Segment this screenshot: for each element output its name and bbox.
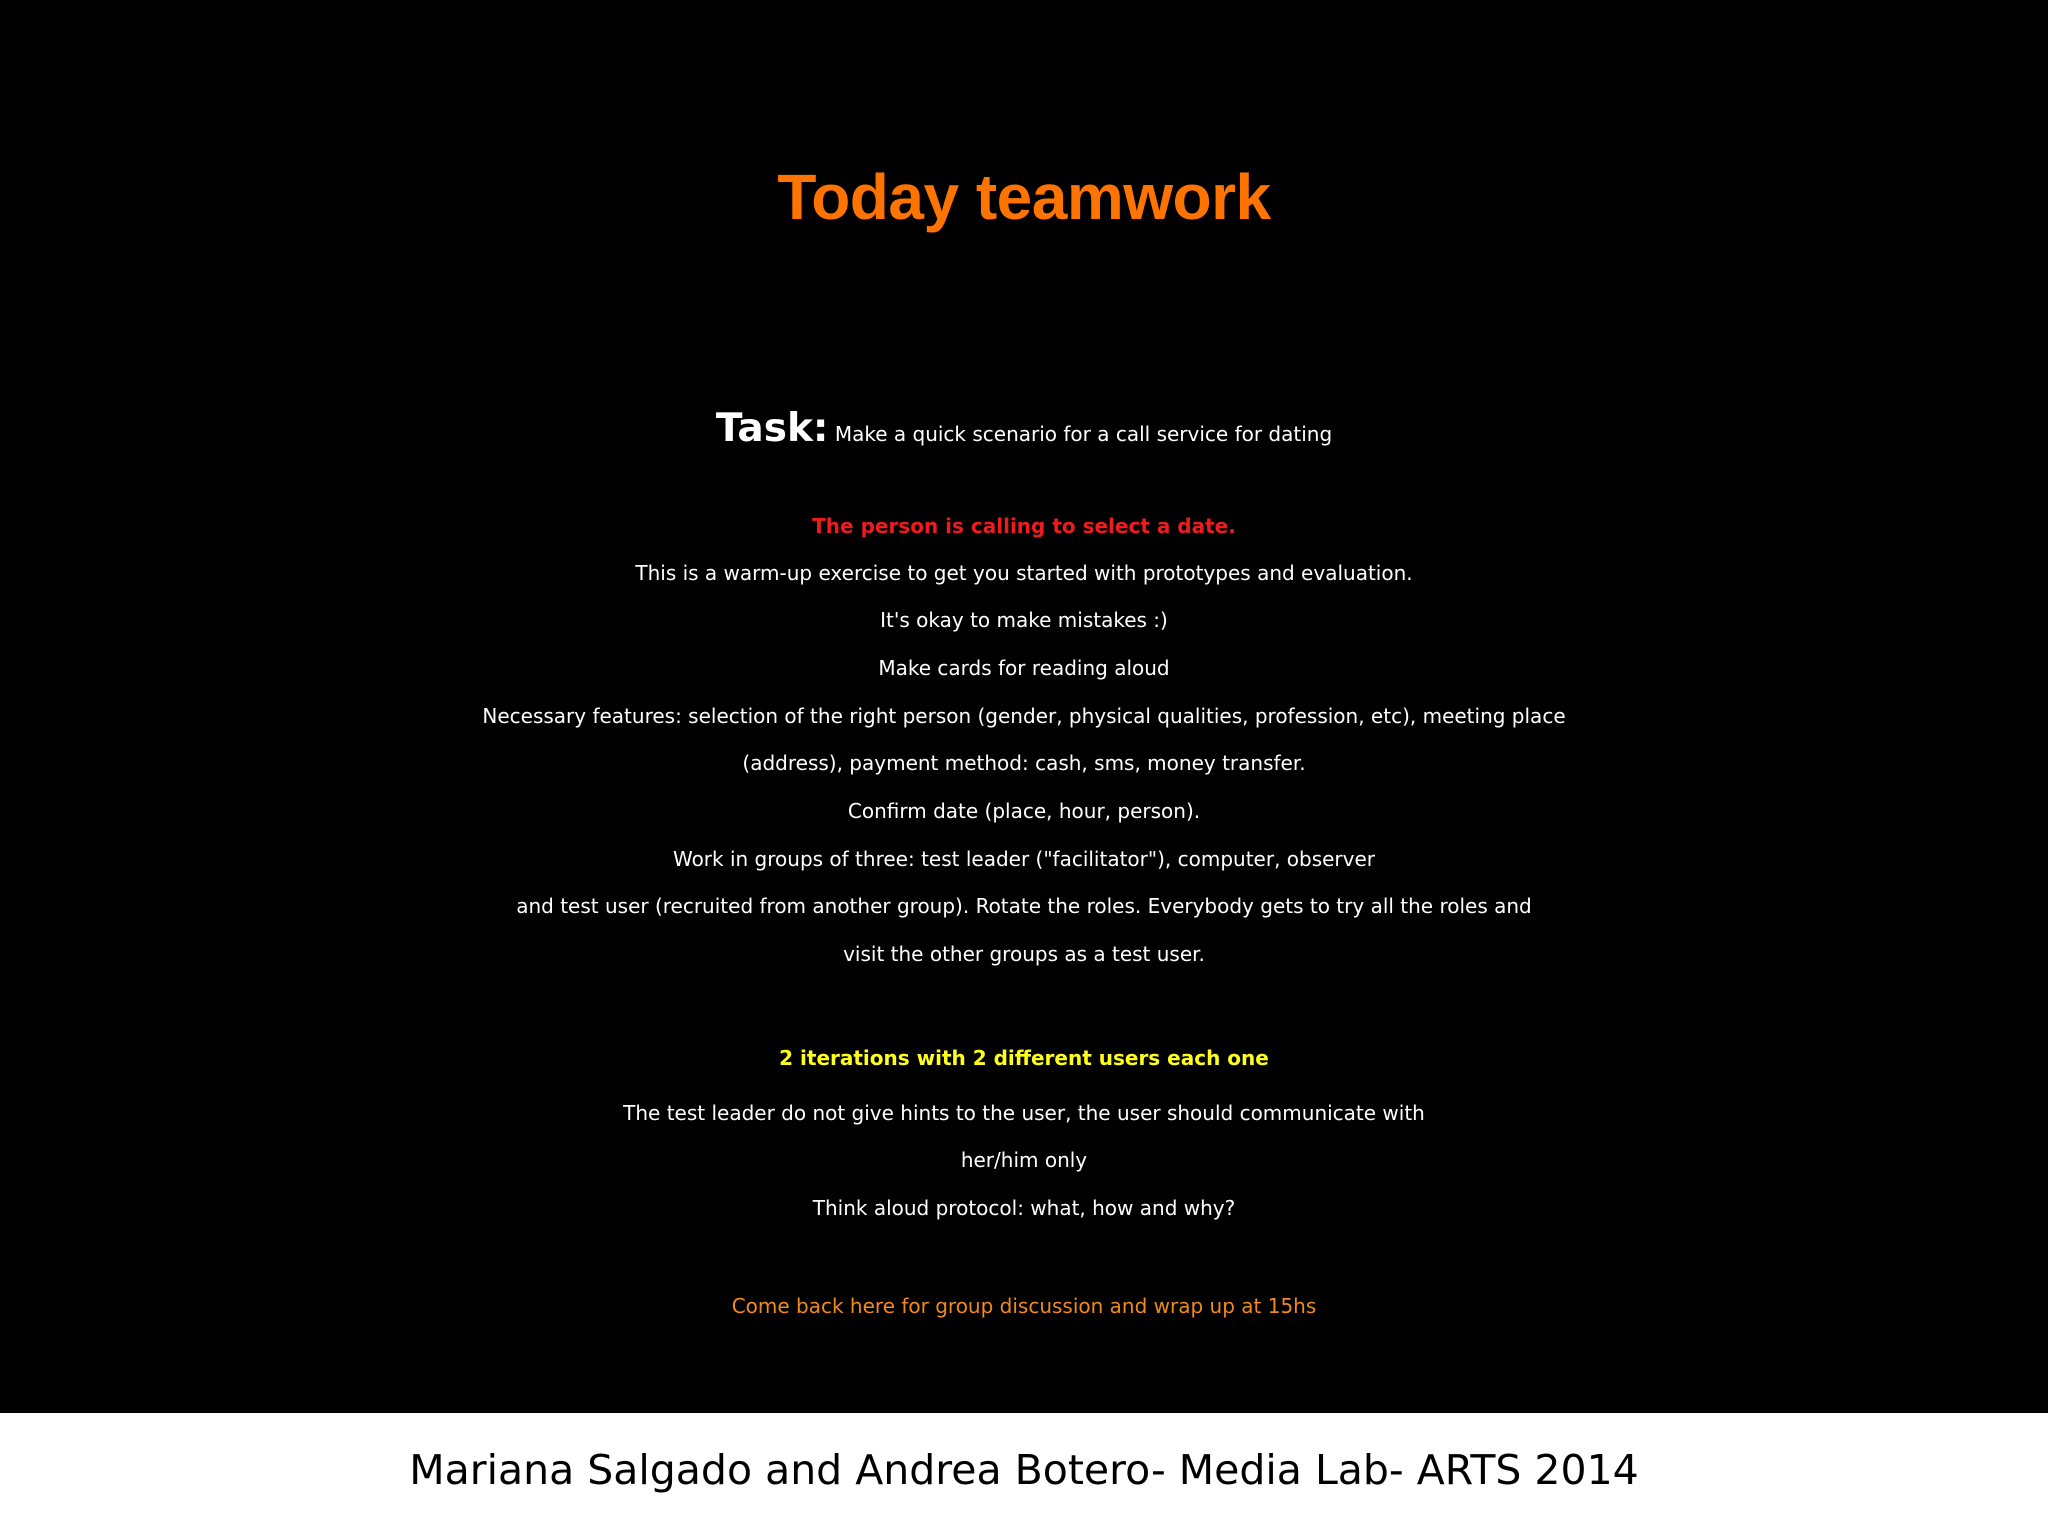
highlight-line: The person is calling to select a date. xyxy=(812,514,1236,538)
body-line: It's okay to make mistakes :) xyxy=(880,608,1168,632)
task-line xyxy=(0,406,2048,457)
guidance-line: Think aloud protocol: what, how and why? xyxy=(812,1196,1236,1220)
body-line: This is a warm-up exercise to get you started with prototypes and evaluation. xyxy=(635,561,1413,585)
body-line: Make cards for reading aloud xyxy=(878,656,1170,680)
slide-title: Today teamwork xyxy=(777,161,1271,233)
body-line: visit the other groups as a test user. xyxy=(843,942,1205,966)
body-line: (address), payment method: cash, sms, money transfer. xyxy=(742,751,1306,775)
body-line: Necessary features: selection of the right person (gender, physical qualities, profession, etc), meeting place xyxy=(482,704,1566,728)
closing-line: Come back here for group discussion and wrap up at 15hs xyxy=(731,1294,1317,1318)
footer-credit: Mariana Salgado and Andrea Botero- Media Lab- ARTS 2014 xyxy=(409,1446,1639,1494)
body-line: Confirm date (place, hour, person). xyxy=(847,799,1201,823)
iterations-heading: 2 iterations with 2 different users each one xyxy=(779,1046,1269,1070)
guidance-line: The test leader do not give hints to the user, the user should communicate with xyxy=(623,1101,1425,1125)
guidance-line: her/him only xyxy=(960,1148,1088,1172)
body-line: and test user (recruited from another group). Rotate the roles. Everybody gets to try all the roles and xyxy=(516,894,1532,918)
task-label: Task: xyxy=(715,406,829,451)
task-text: Make a quick scenario for a call service for dating xyxy=(828,422,1333,446)
body-line: Work in groups of three: test leader ("facilitator"), computer, observer xyxy=(672,847,1376,871)
